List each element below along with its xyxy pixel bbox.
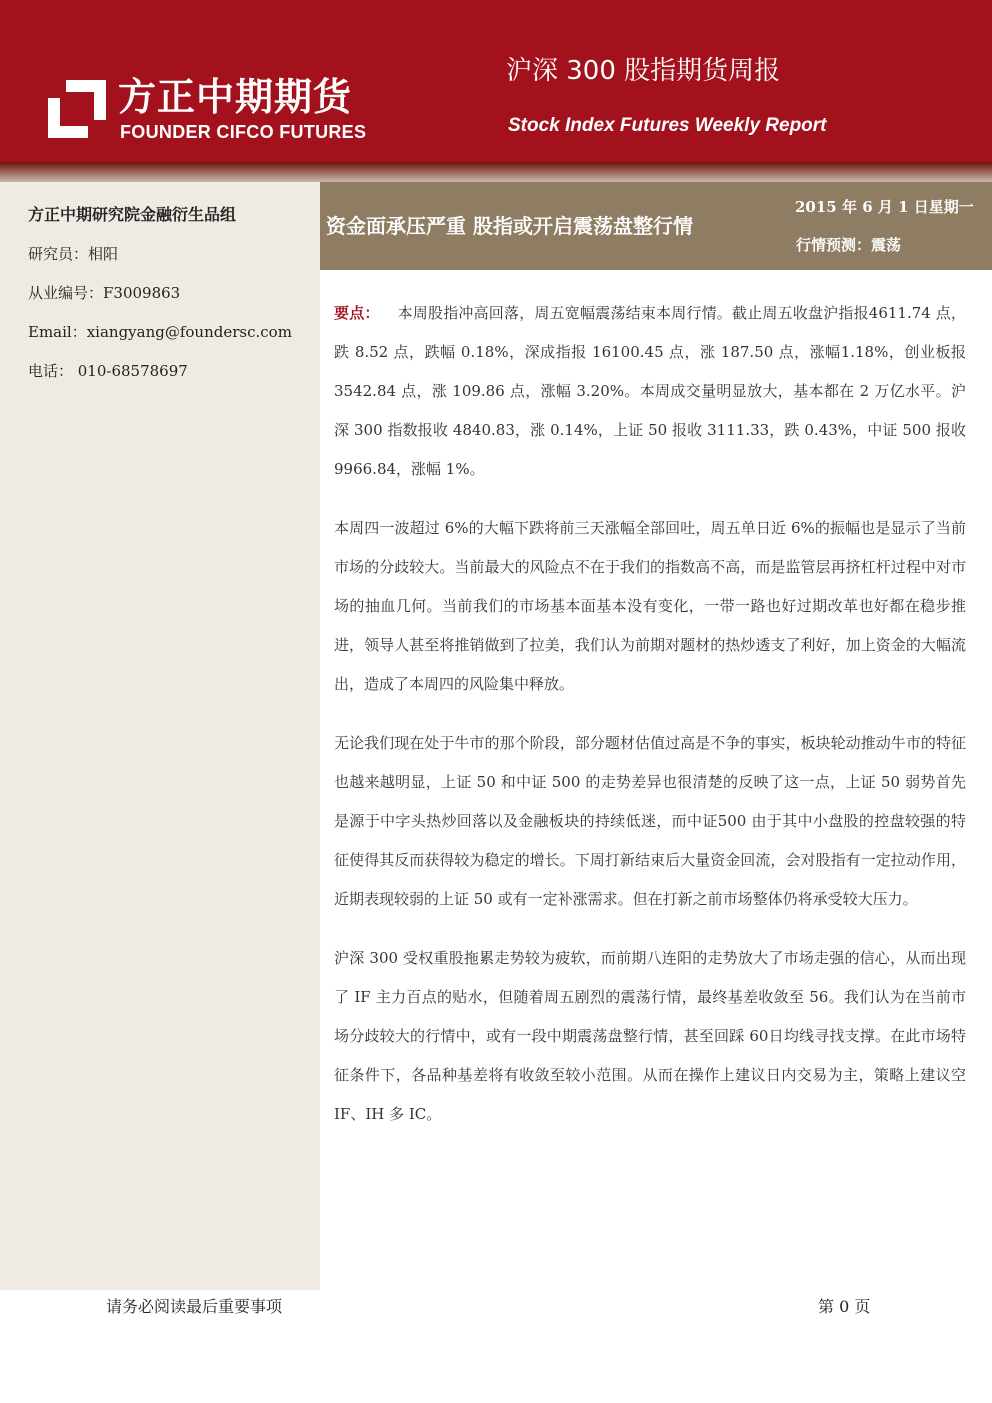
sidebar-org: 方正中期研究院金融衍生品组 [28,205,237,224]
report-subtitle: Stock Index Futures Weekly Report [508,115,827,136]
company-name-en: FOUNDER CIFCO FUTURES [120,122,367,142]
paragraph-3: 无论我们现在处于牛市的那个阶段，部分题材估值过高是不争的事实，板块轮动推动牛市的特征也越来越明显，上证 50 和中证 500 的走势差异也很清楚的反映了这一点，上证 50 弱势首先是源于中字头热炒回落以及金融板块的持续低迷，而中证500 由于其中小盘股的控盘较强的特征使得其反而获得较为稳定的增长。下周打新结束后大量资金回流，会对股指有一定拉动作用，近期表现较弱的上证 50 或有一定补涨需求。但在打新之前市场整体仍将承受较大压力。 [334,734,966,908]
header-shadow-band [0,162,992,182]
page-number: 第 0 页 [818,1297,871,1316]
company-logo-mark [44,76,110,142]
forecast-label: 行情预测： [796,236,872,254]
key-points-label: 要点： [334,304,380,322]
sidebar-panel [0,182,320,1290]
paragraph-4: 沪深 300 受权重股拖累走势较为疲软，而前期八连阳的走势放大了市场走强的信心，从而出现了 IF 主力百点的贴水，但随着周五剧烈的震荡行情，最终基差收敛至 56。我们认为在当前市场分歧较大的行情中，或有一段中期震荡盘整行情，甚至回踩 60日均线寻找支撑。在此市场特征条件下，各品种基差将有收敛至较小范围。从而在操作上建议日内交易为主，策略上建议空 IF、IH 多 IC。 [334,949,966,1123]
paragraph-2: 本周四一波超过 6%的大幅下跌将前三天涨幅全部回吐，周五单日近 6%的振幅也是显示了当前市场的分歧较大。当前最大的风险点不在于我们的指数高不高，而是监管层再挤杠杆过程中对市场的抽血几何。当前我们的市场基本面基本没有变化，一带一路也好过期改革也好都在稳步推进，领导人甚至将推销做到了拉美，我们认为前期对题材的热炒透支了利好，加上资金的大幅流出，造成了本周四的风险集中释放。 [334,519,966,693]
sidebar-researcher: 研究员：相阳 [28,245,119,263]
sidebar-license: 从业编号：F3009863 [28,284,181,302]
paragraph-1-text: 本周股指冲高回落，周五宽幅震荡结束本周行情。截止周五收盘沪指报4611.74 点，跌 8.52 点，跌幅 0.18%，深成指报 16100.45 点，涨 187.50 点，涨幅1.18%，创业板报 3542.84 点，涨 109.86 点，涨幅 3.20%。本周成交量明显放大，基本都在 2 万亿水平。沪深 300 指数报收 4840.83，涨 0.14%，上证 50 报收 3111.33，跌 0.43%，中证 500 报收 9966.84，涨幅 1%。 [334,304,966,478]
forecast-value: 震荡 [871,236,902,254]
forecast [796,234,901,255]
paragraph-key-points [334,294,966,489]
footer-notice: 请务必阅读最后重要事项 [106,1297,283,1316]
company-name-cn: 方正中期期货 [118,75,353,119]
report-headline: 资金面承压严重 股指或开启震荡盘整行情 [326,214,693,238]
report-body [334,294,966,1154]
report-title: 沪深 300 股指期货周报 [506,56,781,86]
report-date: 2015 年 6 月 1 日星期一 [795,198,974,216]
sidebar-phone: 电话： 010-68578697 [28,362,188,380]
sidebar-email[interactable]: Email：xiangyang@foundersc.com [28,323,292,341]
